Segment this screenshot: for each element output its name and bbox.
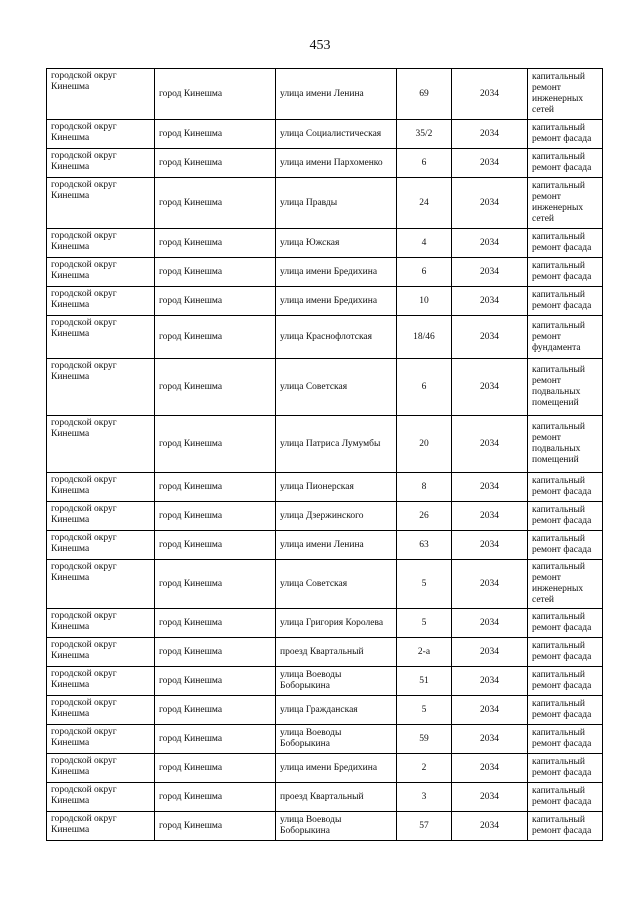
work-type-cell: капитальный ремонт фасада xyxy=(528,725,603,754)
street-cell: улица имени Ленина xyxy=(276,69,397,120)
street-cell: улица Южская xyxy=(276,229,397,258)
district-cell: городской округ Кинешма xyxy=(47,667,155,696)
street-cell: проезд Квартальный xyxy=(276,783,397,812)
work-type-cell: капитальный ремонт фасада xyxy=(528,696,603,725)
city-cell: город Кинешма xyxy=(155,609,276,638)
district-cell: городской округ Кинешма xyxy=(47,258,155,287)
table-row xyxy=(47,696,603,725)
street-cell: улица Советская xyxy=(276,359,397,416)
work-type-cell: капитальный ремонт фасада xyxy=(528,812,603,841)
table-row xyxy=(47,178,603,229)
district-cell: городской округ Кинешма xyxy=(47,149,155,178)
work-type-cell: капитальный ремонт фасада xyxy=(528,120,603,149)
year-cell: 2034 xyxy=(452,229,528,258)
city-cell: город Кинешма xyxy=(155,725,276,754)
house-cell: 35/2 xyxy=(397,120,452,149)
house-cell: 6 xyxy=(397,258,452,287)
year-cell: 2034 xyxy=(452,783,528,812)
table-row xyxy=(47,609,603,638)
house-cell: 3 xyxy=(397,783,452,812)
work-type-cell: капитальный ремонт подвальных помещений xyxy=(528,359,603,416)
street-cell: улица Дзержинского xyxy=(276,502,397,531)
house-cell: 26 xyxy=(397,502,452,531)
city-cell: город Кинешма xyxy=(155,120,276,149)
year-cell: 2034 xyxy=(452,473,528,502)
street-cell: улица Правды xyxy=(276,178,397,229)
work-type-cell: капитальный ремонт фасада xyxy=(528,783,603,812)
table-row xyxy=(47,258,603,287)
work-type-cell: капитальный ремонт фундамента xyxy=(528,316,603,359)
year-cell: 2034 xyxy=(452,638,528,667)
street-cell: улица имени Бредихина xyxy=(276,754,397,783)
street-cell: улица Гражданская xyxy=(276,696,397,725)
street-cell: улица Григория Королева xyxy=(276,609,397,638)
city-cell: город Кинешма xyxy=(155,812,276,841)
house-cell: 2 xyxy=(397,754,452,783)
table-row xyxy=(47,120,603,149)
year-cell: 2034 xyxy=(452,502,528,531)
table-row xyxy=(47,725,603,754)
district-cell: городской округ Кинешма xyxy=(47,531,155,560)
district-cell: городской округ Кинешма xyxy=(47,725,155,754)
city-cell: город Кинешма xyxy=(155,560,276,609)
district-cell: городской округ Кинешма xyxy=(47,416,155,473)
table-row xyxy=(47,229,603,258)
district-cell: городской округ Кинешма xyxy=(47,178,155,229)
house-cell: 24 xyxy=(397,178,452,229)
table-row xyxy=(47,416,603,473)
house-cell: 18/46 xyxy=(397,316,452,359)
district-cell: городской округ Кинешма xyxy=(47,473,155,502)
city-cell: город Кинешма xyxy=(155,149,276,178)
table-row xyxy=(47,783,603,812)
house-cell: 63 xyxy=(397,531,452,560)
district-cell: городской округ Кинешма xyxy=(47,69,155,120)
house-cell: 5 xyxy=(397,609,452,638)
district-cell: городской округ Кинешма xyxy=(47,638,155,667)
year-cell: 2034 xyxy=(452,667,528,696)
table-row xyxy=(47,69,603,120)
district-cell: городской округ Кинешма xyxy=(47,754,155,783)
city-cell: город Кинешма xyxy=(155,531,276,560)
house-cell: 57 xyxy=(397,812,452,841)
city-cell: город Кинешма xyxy=(155,69,276,120)
district-cell: городской округ Кинешма xyxy=(47,609,155,638)
work-type-cell: капитальный ремонт фасада xyxy=(528,287,603,316)
page-number: 453 xyxy=(309,38,331,53)
street-cell: улица Социалистическая xyxy=(276,120,397,149)
year-cell: 2034 xyxy=(452,359,528,416)
city-cell: город Кинешма xyxy=(155,696,276,725)
work-type-cell: капитальный ремонт инженерных сетей xyxy=(528,560,603,609)
house-cell: 5 xyxy=(397,560,452,609)
district-cell: городской округ Кинешма xyxy=(47,783,155,812)
work-type-cell: капитальный ремонт инженерных сетей xyxy=(528,178,603,229)
district-cell: городской округ Кинешма xyxy=(47,316,155,359)
street-cell: проезд Квартальный xyxy=(276,638,397,667)
work-type-cell: капитальный ремонт фасада xyxy=(528,638,603,667)
district-cell: городской округ Кинешма xyxy=(47,359,155,416)
year-cell: 2034 xyxy=(452,560,528,609)
district-cell: городской округ Кинешма xyxy=(47,560,155,609)
street-cell: улица имени Пархоменко xyxy=(276,149,397,178)
table-row xyxy=(47,667,603,696)
city-cell: город Кинешма xyxy=(155,258,276,287)
table-row xyxy=(47,502,603,531)
street-cell: улица Воеводы Боборыкина xyxy=(276,725,397,754)
table-row xyxy=(47,531,603,560)
street-cell: улица Воеводы Боборыкина xyxy=(276,667,397,696)
street-cell: улица имени Бредихина xyxy=(276,258,397,287)
work-type-cell: капитальный ремонт инженерных сетей xyxy=(528,69,603,120)
table-row xyxy=(47,149,603,178)
year-cell: 2034 xyxy=(452,812,528,841)
street-cell: улица Советская xyxy=(276,560,397,609)
city-cell: город Кинешма xyxy=(155,502,276,531)
year-cell: 2034 xyxy=(452,609,528,638)
house-cell: 8 xyxy=(397,473,452,502)
year-cell: 2034 xyxy=(452,696,528,725)
work-type-cell: капитальный ремонт фасада xyxy=(528,473,603,502)
city-cell: город Кинешма xyxy=(155,316,276,359)
city-cell: город Кинешма xyxy=(155,178,276,229)
street-cell: улица Воеводы Боборыкина xyxy=(276,812,397,841)
street-cell: улица имени Ленина xyxy=(276,531,397,560)
city-cell: город Кинешма xyxy=(155,783,276,812)
house-cell: 51 xyxy=(397,667,452,696)
city-cell: город Кинешма xyxy=(155,667,276,696)
table-row xyxy=(47,359,603,416)
year-cell: 2034 xyxy=(452,69,528,120)
house-cell: 69 xyxy=(397,69,452,120)
work-type-cell: капитальный ремонт фасада xyxy=(528,229,603,258)
work-type-cell: капитальный ремонт подвальных помещений xyxy=(528,416,603,473)
city-cell: город Кинешма xyxy=(155,229,276,258)
year-cell: 2034 xyxy=(452,258,528,287)
table-row xyxy=(47,316,603,359)
house-cell: 6 xyxy=(397,359,452,416)
work-type-cell: капитальный ремонт фасада xyxy=(528,667,603,696)
work-type-cell: капитальный ремонт фасада xyxy=(528,149,603,178)
street-cell: улица Краснофлотская xyxy=(276,316,397,359)
house-cell: 6 xyxy=(397,149,452,178)
house-cell: 59 xyxy=(397,725,452,754)
city-cell: город Кинешма xyxy=(155,754,276,783)
work-type-cell: капитальный ремонт фасада xyxy=(528,531,603,560)
house-cell: 5 xyxy=(397,696,452,725)
city-cell: город Кинешма xyxy=(155,473,276,502)
year-cell: 2034 xyxy=(452,416,528,473)
year-cell: 2034 xyxy=(452,531,528,560)
house-cell: 10 xyxy=(397,287,452,316)
district-cell: городской округ Кинешма xyxy=(47,229,155,258)
table-row xyxy=(47,754,603,783)
work-type-cell: капитальный ремонт фасада xyxy=(528,502,603,531)
district-cell: городской округ Кинешма xyxy=(47,812,155,841)
district-cell: городской округ Кинешма xyxy=(47,287,155,316)
work-type-cell: капитальный ремонт фасада xyxy=(528,609,603,638)
table-row xyxy=(47,638,603,667)
table-row xyxy=(47,287,603,316)
city-cell: город Кинешма xyxy=(155,638,276,667)
year-cell: 2034 xyxy=(452,754,528,783)
year-cell: 2034 xyxy=(452,287,528,316)
year-cell: 2034 xyxy=(452,178,528,229)
work-type-cell: капитальный ремонт фасада xyxy=(528,258,603,287)
year-cell: 2034 xyxy=(452,316,528,359)
street-cell: улица имени Бредихина xyxy=(276,287,397,316)
street-cell: улица Пионерская xyxy=(276,473,397,502)
city-cell: город Кинешма xyxy=(155,359,276,416)
table-row xyxy=(47,560,603,609)
house-cell: 20 xyxy=(397,416,452,473)
year-cell: 2034 xyxy=(452,120,528,149)
district-cell: городской округ Кинешма xyxy=(47,696,155,725)
street-cell: улица Патриса Лумумбы xyxy=(276,416,397,473)
city-cell: город Кинешма xyxy=(155,416,276,473)
table-row xyxy=(47,812,603,841)
year-cell: 2034 xyxy=(452,725,528,754)
house-cell: 2-а xyxy=(397,638,452,667)
year-cell: 2034 xyxy=(452,149,528,178)
city-cell: город Кинешма xyxy=(155,287,276,316)
district-cell: городской округ Кинешма xyxy=(47,502,155,531)
house-cell: 4 xyxy=(397,229,452,258)
repair-schedule-table xyxy=(46,68,603,841)
work-type-cell: капитальный ремонт фасада xyxy=(528,754,603,783)
table-row xyxy=(47,473,603,502)
district-cell: городской округ Кинешма xyxy=(47,120,155,149)
